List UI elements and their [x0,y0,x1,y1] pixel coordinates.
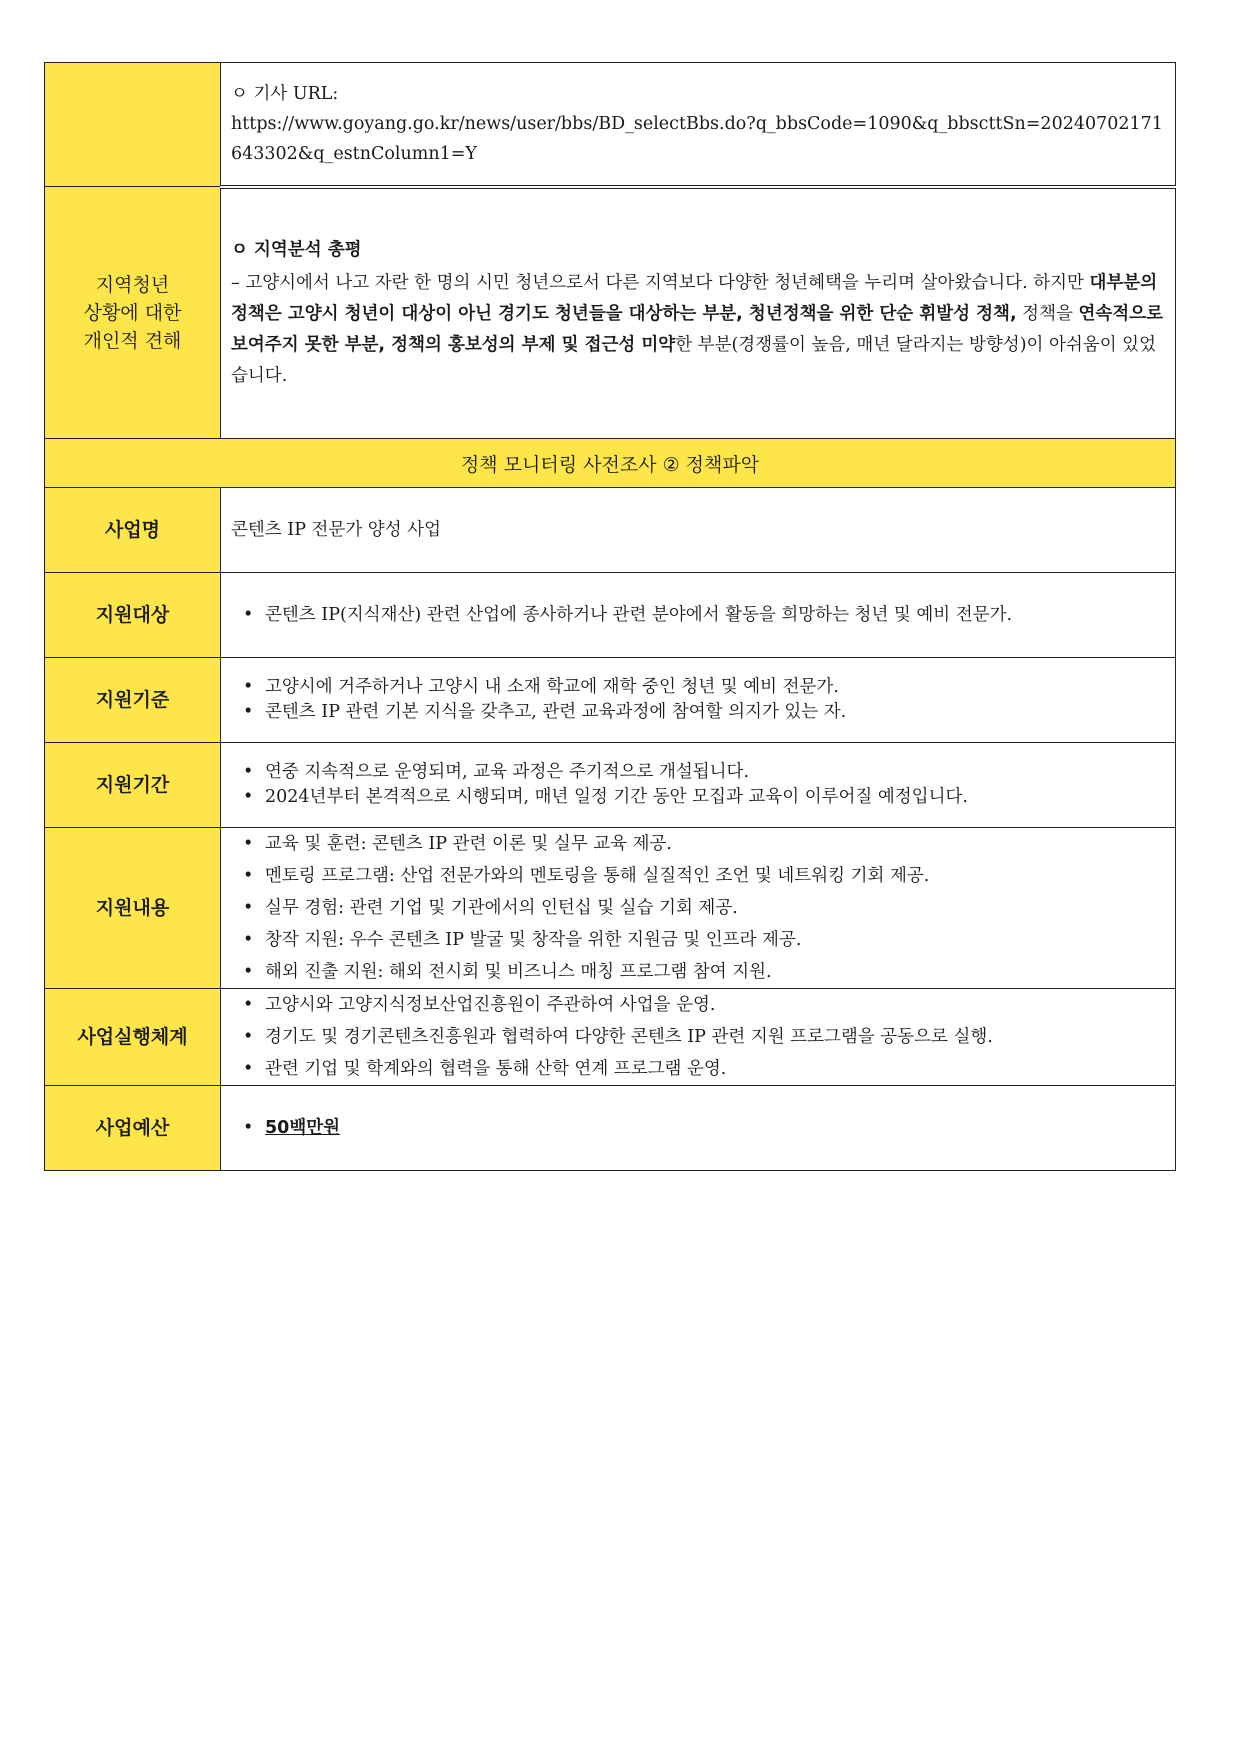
opinion-heading: ㅇ 지역분석 총평 [231,239,362,260]
support-target-cell [221,573,1176,658]
support-criteria-label: 지원기준 [45,658,221,743]
budget-row [45,1086,1176,1171]
list-item: • 해외 진출 지원: 해외 전시회 및 비즈니스 매칭 프로그램 참여 지원. [243,956,1167,988]
list-item: • 창작 지원: 우수 콘텐츠 IP 발굴 및 창작을 위한 지원금 및 인프라 제공. [243,924,1167,956]
support-period-list [231,760,1167,810]
support-criteria-cell [221,658,1176,743]
list-item: • 콘텐츠 IP(지식재산) 관련 산업에 종사하거나 관련 분야에서 활동을 희망하는 청년 및 예비 전문가. [243,603,1167,628]
list-item: • 고양시와 고양지식정보산업진흥원이 주관하여 사업을 운영. [243,989,1167,1021]
opinion-row [45,187,1176,439]
business-name-value: 콘텐츠 IP 전문가 양성 사업 [221,488,1176,573]
article-url-cell [221,63,1176,187]
article-url-label: ㅇ 기사 URL: [231,83,339,104]
budget-value: 50백만원 [265,1118,341,1138]
opinion-text-2: 정책을 [1016,303,1079,324]
budget-cell [221,1086,1176,1171]
opinion-bold-2: 연속적으로 보여주지 못한 부분, 정책의 홍보성의 부제 및 접근성 미약 [231,303,1163,355]
support-period-row [45,743,1176,828]
opinion-label-text: 지역청년 상황에 대한 개인적 견해 [83,273,182,352]
support-contents-cell [221,828,1176,989]
opinion-cell [221,187,1176,439]
list-item: • 경기도 및 경기콘텐츠진흥원과 협력하여 다양한 콘텐츠 IP 관련 지원 프로그램을 공동으로 실행. [243,1021,1167,1053]
opinion-label [45,187,221,439]
budget-list [231,1113,1167,1143]
article-url-link[interactable]: https://www.goyang.go.kr/news/user/bbs/BD_selectBbs.do?q_bbsCode=1090&q_bbscttSn=20240702171643302&q_estnColumn1=Y [231,113,1163,164]
support-period-label: 지원기간 [45,743,221,828]
list-item: • 콘텐츠 IP 관련 기본 지식을 갖추고, 관련 교육과정에 참여할 의지가 있는 자. [243,700,1167,725]
execution-system-list [231,989,1167,1085]
business-name-row [45,488,1176,573]
section-header-row [45,439,1176,488]
list-item: • 교육 및 훈련: 콘텐츠 IP 관련 이론 및 실무 교육 제공. [243,828,1167,860]
opinion-paragraph [231,268,1167,392]
support-criteria-list [231,675,1167,725]
support-criteria-row [45,658,1176,743]
support-contents-list [231,828,1167,988]
list-item: • 관련 기업 및 학계와의 협력을 통해 산학 연계 프로그램 운영. [243,1053,1167,1085]
section-title: 정책 모니터링 사전조사 ② 정책파악 [45,439,1176,488]
business-name-label: 사업명 [45,488,221,573]
support-target-row [45,573,1176,658]
empty-label-cell [45,63,221,187]
execution-system-cell [221,989,1176,1086]
execution-system-row [45,989,1176,1086]
support-contents-row [45,828,1176,989]
budget-label: 사업예산 [45,1086,221,1171]
support-period-cell [221,743,1176,828]
opinion-text-1: – 고양시에서 나고 자란 한 명의 시민 청년으로서 다른 지역보다 다양한 청년혜택을 누리며 살아왔습니다. 하지만 [231,272,1090,293]
list-item: • 고양시에 거주하거나 고양시 내 소재 학교에 재학 중인 청년 및 예비 전문가. [243,675,1167,700]
list-item: • 멘토링 프로그램: 산업 전문가와의 멘토링을 통해 실질적인 조언 및 네트워킹 기회 제공. [243,860,1167,892]
list-item: • 연중 지속적으로 운영되며, 교육 과정은 주기적으로 개설됩니다. [243,760,1167,785]
list-item: • 실무 경험: 관련 기업 및 기관에서의 인턴십 및 실습 기회 제공. [243,892,1167,924]
list-item: • 2024년부터 본격적으로 시행되며, 매년 일정 기간 동안 모집과 교육이 이루어질 예정입니다. [243,785,1167,810]
opinion-bold-1: 대부분의 정책은 고양시 청년이 대상이 아닌 경기도 청년들을 대상하는 부분, 청년정책을 위한 단순 휘발성 정책, [231,272,1158,324]
list-item [243,1113,1167,1143]
support-contents-label: 지원내용 [45,828,221,989]
opinion-text-3: 한 부분(경쟁률이 높음, 매년 달라지는 방향성)이 아쉬움이 있었습니다. [231,334,1156,386]
support-target-list [231,603,1167,628]
support-target-label: 지원대상 [45,573,221,658]
article-url-row [45,63,1176,187]
policy-monitoring-table [44,62,1176,1171]
execution-system-label: 사업실행체계 [45,989,221,1086]
